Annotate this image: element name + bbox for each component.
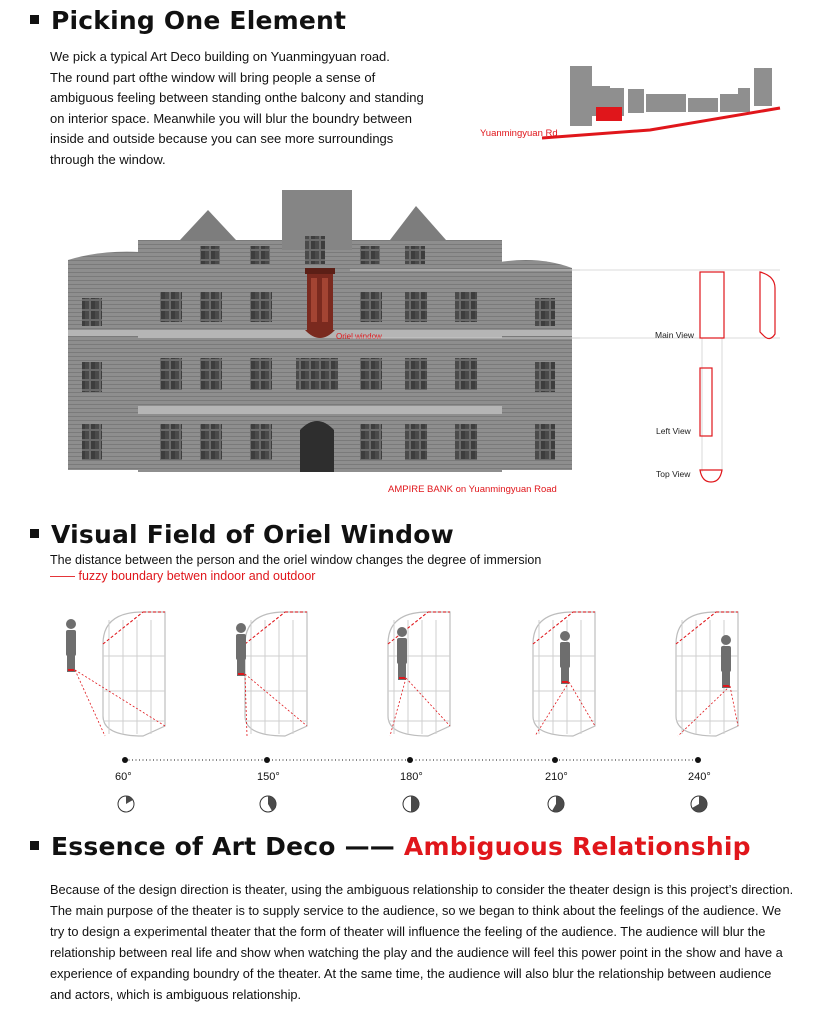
person-silhouette	[66, 619, 76, 672]
subtitle-red-text: fuzzy boundary betwen indoor and outdoor	[78, 569, 316, 583]
oriel-diagram	[676, 612, 738, 736]
intro-line: on interior space. Meanwhile you will blur the boundry between	[50, 110, 413, 126]
section-title-text: Picking One Element	[51, 6, 347, 35]
side-view-shape	[760, 272, 775, 339]
main-view-label: Main View	[655, 330, 695, 340]
oriel-window	[305, 268, 335, 338]
top-view-shape	[700, 470, 722, 482]
section-title-essence	[30, 832, 751, 861]
bullet-icon	[30, 15, 39, 24]
angle-pie-fill	[411, 796, 419, 812]
angle-label: 210°	[545, 771, 568, 783]
person-silhouette	[721, 635, 731, 688]
angle-label: 240°	[688, 771, 711, 783]
visual-field-subtitle-red: —— fuzzy boundary betwen indoor and outdoor	[50, 569, 316, 583]
em-dash: ——	[344, 832, 395, 861]
intro-line: The round part ofthe window will bring people a sense of	[50, 69, 376, 85]
visual-field-subtitle: The distance between the person and the oriel window changes the degree of immersion	[50, 553, 542, 567]
top-view-label: Top View	[656, 469, 691, 479]
building-highlight	[596, 107, 622, 121]
oriel-label: Oriel window	[336, 332, 382, 341]
intro-line: ambiguous feeling between standing onthe balcony and standing	[50, 90, 424, 105]
intro-line: through the window.	[50, 151, 166, 167]
oriel-diagram	[66, 612, 165, 736]
essence-title-red: Ambiguous Relationship	[403, 832, 751, 861]
person-silhouette	[397, 627, 407, 680]
bullet-icon	[30, 529, 39, 538]
angle-label: 150°	[257, 771, 280, 783]
section-title-visual-field	[30, 520, 454, 549]
angle-label: 60°	[115, 771, 132, 783]
section-title-picking-element	[30, 6, 346, 35]
oriel-diagram	[388, 612, 450, 736]
road-label: Yuanmingyuan Rd	[480, 128, 558, 139]
photo-caption: AMPIRE BANK on Yuanmingyuan Road	[388, 484, 557, 495]
oriel-diagram	[533, 612, 595, 736]
bullet-icon	[30, 841, 39, 850]
angle-label: 180°	[400, 771, 423, 783]
left-view-label: Left View	[656, 426, 691, 436]
intro-line: We pick a typical Art Deco building on Yuanmingyuan road.	[50, 49, 390, 64]
person-silhouette	[560, 631, 570, 684]
essence-title-black: Essence of Art Deco	[51, 832, 336, 861]
main-view-shape	[700, 272, 724, 338]
visual-field-diagrams	[40, 596, 800, 826]
oriel-views	[570, 262, 800, 492]
intro-line: inside and outside because you can see more surroundings	[50, 131, 394, 146]
site-map	[470, 58, 790, 148]
building-photo	[60, 180, 580, 500]
section-title-text: Visual Field of Oriel Window	[51, 520, 454, 549]
person-silhouette	[236, 623, 246, 676]
intro-paragraph	[50, 47, 470, 170]
oriel-diagram	[236, 612, 307, 736]
essence-paragraph: Because of the design direction is theater, using the ambiguous relationship to consider the theater design is this project’s direction. The main purpose of the theater is to supply service to the audience, so we began to think about the feelings of the audience. We try to design a experimental theater that the form of theater will influence the feeling of the audience. The audience will blur the relationship between real life and show when watching the play and the audience will feel this power point in the show and have a experience of expanding boundry of the theater. At the same time, the audience will also blur the relationship between audience and actors, which is ambiguous relationship.	[50, 882, 794, 1002]
